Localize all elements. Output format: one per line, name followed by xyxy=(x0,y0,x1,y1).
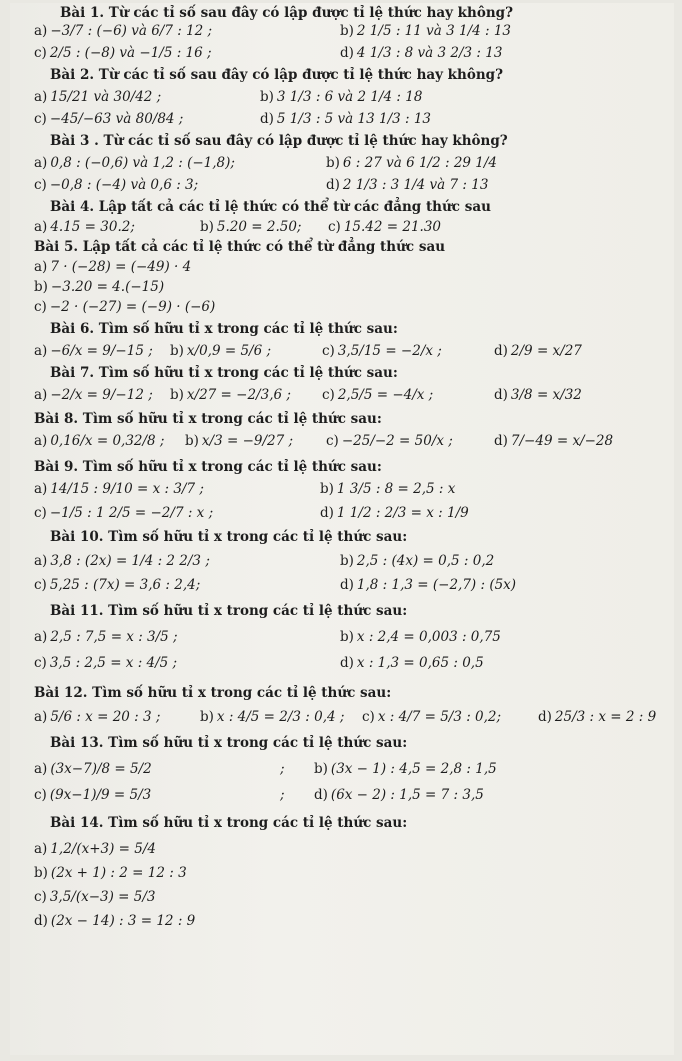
item-expression: 3,8 : (2x) = 1/4 : 2 2/3 ; xyxy=(50,553,210,569)
item-label: b) xyxy=(185,433,199,449)
exercise-item xyxy=(170,387,291,403)
item-label: d) xyxy=(314,787,328,803)
exercise-item xyxy=(280,761,285,777)
exercise-item xyxy=(34,177,198,193)
exercise-item xyxy=(34,111,183,127)
exercise-item xyxy=(34,155,235,171)
item-expression: −2 · (−27) = (−9) · (−6) xyxy=(49,299,216,315)
item-expression: 15/21 và 30/42 ; xyxy=(50,89,162,105)
item-label: b) xyxy=(260,89,274,105)
exercise-item xyxy=(320,505,469,521)
item-expression: x/3 = −9/27 ; xyxy=(201,433,294,449)
item-label: d) xyxy=(320,505,334,521)
exercise-item xyxy=(326,177,488,193)
item-expression: (3x − 1) : 4,5 = 2,8 : 1,5 xyxy=(330,761,497,777)
exercise-item xyxy=(34,841,156,857)
item-expression: 2/5 : (−8) và −1/5 : 16 ; xyxy=(49,45,212,61)
exercise-item xyxy=(494,433,613,449)
exercise-item xyxy=(34,219,135,235)
item-label: c) xyxy=(362,709,375,725)
item-label: a) xyxy=(34,709,48,725)
item-expression: 25/3 : x = 2 : 9 xyxy=(554,709,657,725)
item-expression: 3,5/15 = −2/x ; xyxy=(337,343,442,359)
item-label: c) xyxy=(34,787,47,803)
item-label: c) xyxy=(34,299,47,315)
item-label: c) xyxy=(34,505,47,521)
item-expression: 2,5 : 7,5 = x : 3/5 ; xyxy=(50,629,178,645)
item-label: d) xyxy=(494,433,508,449)
exercise-item xyxy=(260,111,431,127)
item-label: a) xyxy=(34,23,48,39)
item-label: a) xyxy=(34,155,48,171)
exercise-item xyxy=(34,89,161,105)
item-label: a) xyxy=(34,343,48,359)
item-label: d) xyxy=(260,111,274,127)
item-expression: 5/6 : x = 20 : 3 ; xyxy=(50,709,161,725)
exercise-item xyxy=(322,387,433,403)
item-expression: ; xyxy=(280,761,285,777)
item-expression: −2/x = 9/−12 ; xyxy=(50,387,153,403)
exercise-item xyxy=(340,577,516,593)
exercise-heading: Bài 11. Tìm số hữu tỉ x trong các tỉ lệ thức sau: xyxy=(50,603,408,619)
exercise-item xyxy=(340,23,511,39)
exercise-item xyxy=(34,481,204,497)
item-label: a) xyxy=(34,89,48,105)
exercise-item xyxy=(34,433,164,449)
item-expression: ; xyxy=(280,787,285,803)
item-label: c) xyxy=(34,889,47,905)
item-expression: −6/x = 9/−15 ; xyxy=(50,343,153,359)
item-label: d) xyxy=(326,177,340,193)
exercise-heading: Bài 6. Tìm số hữu tỉ x trong các tỉ lệ thức sau: xyxy=(50,321,398,337)
item-expression: 7 · (−28) = (−49) · 4 xyxy=(50,259,192,275)
item-expression: 2 1/3 : 3 1/4 và 7 : 13 xyxy=(342,177,489,193)
item-expression: (3x−7)/8 = 5/2 xyxy=(50,761,152,777)
item-label: c) xyxy=(34,111,47,127)
exercise-item xyxy=(322,343,442,359)
item-label: b) xyxy=(34,279,48,295)
item-label: d) xyxy=(340,45,354,61)
item-expression: 5 1/3 : 5 và 13 1/3 : 13 xyxy=(276,111,432,127)
exercise-item xyxy=(494,343,582,359)
item-expression: 6 : 27 và 6 1/2 : 29 1/4 xyxy=(342,155,498,171)
exercise-item xyxy=(320,481,455,497)
item-expression: (2x − 14) : 3 = 12 : 9 xyxy=(50,913,196,929)
item-label: a) xyxy=(34,553,48,569)
item-label: d) xyxy=(494,343,508,359)
item-label: c) xyxy=(322,343,335,359)
item-expression: 1 3/5 : 8 = 2,5 : x xyxy=(336,481,456,497)
item-label: b) xyxy=(200,709,214,725)
item-label: a) xyxy=(34,387,48,403)
item-label: a) xyxy=(34,629,48,645)
item-expression: −3.20 = 4.(−15) xyxy=(50,279,165,295)
item-label: b) xyxy=(34,865,48,881)
item-expression: x : 4/7 = 5/3 : 0,2; xyxy=(377,709,502,725)
item-expression: 1 1/2 : 2/3 = x : 1/9 xyxy=(336,505,469,521)
item-expression: 1,2/(x+3) = 5/4 xyxy=(50,841,157,857)
exercise-item xyxy=(326,433,453,449)
item-label: c) xyxy=(34,655,47,671)
exercise-item xyxy=(34,655,177,671)
item-label: c) xyxy=(34,177,47,193)
exercise-item xyxy=(362,709,501,725)
exercise-item xyxy=(170,343,271,359)
item-label: c) xyxy=(328,219,341,235)
item-expression: 2,5 : (4x) = 0,5 : 0,2 xyxy=(356,553,495,569)
item-label: a) xyxy=(34,841,48,857)
item-label: c) xyxy=(322,387,335,403)
item-label: a) xyxy=(34,219,48,235)
exercise-heading: Bài 13. Tìm số hữu tỉ x trong các tỉ lệ thức sau: xyxy=(50,735,408,751)
exercise-item xyxy=(34,387,153,403)
exercise-item xyxy=(34,787,151,803)
exercise-item xyxy=(328,219,441,235)
item-expression: x : 1,3 = 0,65 : 0,5 xyxy=(356,655,484,671)
item-expression: x : 2,4 = 0,003 : 0,75 xyxy=(356,629,501,645)
item-expression: 2,5/5 = −4/x ; xyxy=(337,387,434,403)
item-label: a) xyxy=(34,481,48,497)
exercise-item xyxy=(340,655,484,671)
item-label: b) xyxy=(340,553,354,569)
item-expression: (2x + 1) : 2 = 12 : 3 xyxy=(50,865,187,881)
item-expression: 3,5/(x−3) = 5/3 xyxy=(49,889,156,905)
item-expression: −1/5 : 1 2/5 = −2/7 : x ; xyxy=(49,505,214,521)
exercise-heading: Bài 4. Lập tất cả các tỉ lệ thức có thể từ các đẳng thức sau xyxy=(50,199,491,215)
item-label: d) xyxy=(538,709,552,725)
exercise-item xyxy=(280,787,285,803)
item-label: d) xyxy=(340,577,354,593)
item-label: c) xyxy=(326,433,339,449)
exercise-heading: Bài 14. Tìm số hữu tỉ x trong các tỉ lệ thức sau: xyxy=(50,815,408,831)
item-label: d) xyxy=(494,387,508,403)
item-expression: 5,25 : (7x) = 3,6 : 2,4; xyxy=(49,577,201,593)
item-expression: 2/9 = x/27 xyxy=(510,343,582,359)
exercise-heading: Bài 10. Tìm số hữu tỉ x trong các tỉ lệ thức sau: xyxy=(50,529,408,545)
exercise-item xyxy=(34,279,164,295)
item-label: b) xyxy=(340,629,354,645)
item-label: d) xyxy=(340,655,354,671)
exercise-heading: Bài 9. Tìm số hữu tỉ x trong các tỉ lệ thức sau: xyxy=(34,459,382,475)
exercise-item xyxy=(326,155,497,171)
exercise-heading: Bài 5. Lập tất cả các tỉ lệ thức có thể từ đẳng thức sau xyxy=(34,239,446,255)
item-label: b) xyxy=(314,761,328,777)
exercise-heading: Bài 2. Từ các tỉ số sau đây có lập được tỉ lệ thức hay không? xyxy=(50,67,504,83)
item-expression: −3/7 : (−6) và 6/7 : 12 ; xyxy=(50,23,213,39)
exercise-item xyxy=(34,299,215,315)
exercise-item xyxy=(200,219,301,235)
exercise-item xyxy=(260,89,422,105)
item-label: a) xyxy=(34,259,48,275)
item-expression: 0,8 : (−0,6) và 1,2 : (−1,8); xyxy=(50,155,235,171)
exercise-item xyxy=(34,259,191,275)
item-expression: 4.15 = 30.2; xyxy=(50,219,135,235)
exercise-item xyxy=(34,709,160,725)
exercise-item xyxy=(340,45,502,61)
item-expression: x : 4/5 = 2/3 : 0,4 ; xyxy=(216,709,345,725)
item-expression: −45/−63 và 80/84 ; xyxy=(49,111,184,127)
item-label: c) xyxy=(34,577,47,593)
exercise-item xyxy=(34,505,213,521)
item-expression: (9x−1)/9 = 5/3 xyxy=(49,787,152,803)
exercise-item xyxy=(34,913,195,929)
exercise-heading: Bài 12. Tìm số hữu tỉ x trong các tỉ lệ thức sau: xyxy=(34,685,392,701)
exercise-item xyxy=(34,629,178,645)
exercise-item xyxy=(538,709,656,725)
item-expression: x/0,9 = 5/6 ; xyxy=(186,343,272,359)
exercise-heading: Bài 8. Tìm số hữu tỉ x trong các tỉ lệ thức sau: xyxy=(34,411,382,427)
item-expression: 2 1/5 : 11 và 3 1/4 : 13 xyxy=(356,23,512,39)
item-label: a) xyxy=(34,761,48,777)
item-label: b) xyxy=(170,343,184,359)
exercise-item xyxy=(34,577,200,593)
exercise-item xyxy=(340,553,494,569)
item-expression: 3,5 : 2,5 = x : 4/5 ; xyxy=(49,655,178,671)
item-label: b) xyxy=(326,155,340,171)
exercise-item xyxy=(185,433,293,449)
exercise-item xyxy=(34,23,212,39)
item-expression: 15.42 = 21.30 xyxy=(343,219,442,235)
item-expression: 3 1/3 : 6 và 2 1/4 : 18 xyxy=(276,89,423,105)
item-expression: 0,16/x = 0,32/8 ; xyxy=(50,433,165,449)
item-expression: −25/−2 = 50/x ; xyxy=(341,433,453,449)
worksheet-page xyxy=(10,3,674,1055)
item-expression: 4 1/3 : 8 và 3 2/3 : 13 xyxy=(356,45,503,61)
exercise-item xyxy=(34,343,153,359)
item-expression: (6x − 2) : 1,5 = 7 : 3,5 xyxy=(330,787,484,803)
item-expression: 7/−49 = x/−28 xyxy=(510,433,614,449)
item-expression: 3/8 = x/32 xyxy=(510,387,582,403)
exercise-item xyxy=(340,629,501,645)
exercise-item xyxy=(494,387,582,403)
item-label: b) xyxy=(340,23,354,39)
item-expression: −0,8 : (−4) và 0,6 : 3; xyxy=(49,177,199,193)
item-label: d) xyxy=(34,913,48,929)
exercise-item xyxy=(34,865,187,881)
item-label: c) xyxy=(34,45,47,61)
item-expression: 14/15 : 9/10 = x : 3/7 ; xyxy=(50,481,204,497)
exercise-item xyxy=(314,761,497,777)
item-label: b) xyxy=(170,387,184,403)
item-label: a) xyxy=(34,433,48,449)
item-label: b) xyxy=(320,481,334,497)
exercise-item xyxy=(200,709,344,725)
exercise-item xyxy=(34,45,212,61)
exercise-heading: Bài 7. Tìm số hữu tỉ x trong các tỉ lệ thức sau: xyxy=(50,365,398,381)
item-expression: 1,8 : 1,3 = (−2,7) : (5x) xyxy=(356,577,517,593)
item-expression: 5.20 = 2.50; xyxy=(216,219,302,235)
exercise-heading: Bài 1. Từ các tỉ số sau đây có lập được tỉ lệ thức hay không? xyxy=(60,5,514,21)
exercise-item xyxy=(34,889,156,905)
item-label: b) xyxy=(200,219,214,235)
exercise-item xyxy=(34,553,210,569)
item-expression: x/27 = −2/3,6 ; xyxy=(186,387,291,403)
exercise-heading: Bài 3 . Từ các tỉ số sau đây có lập được tỉ lệ thức hay không? xyxy=(50,133,508,149)
exercise-item xyxy=(314,787,484,803)
exercise-item xyxy=(34,761,152,777)
